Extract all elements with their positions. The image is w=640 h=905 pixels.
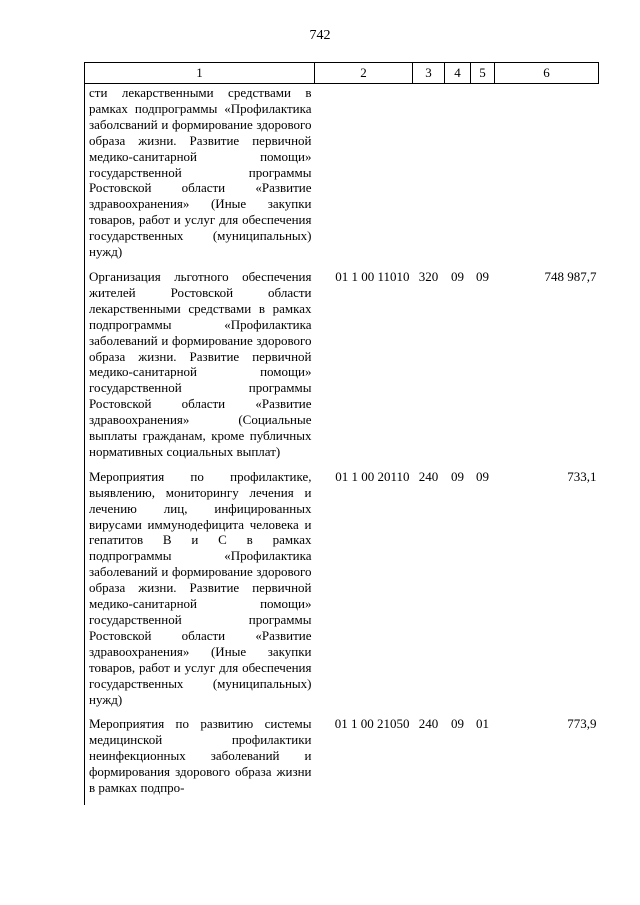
column-header-2: 2 [315,63,413,84]
table-header [85,63,599,84]
row-amount: 733,1 [567,468,597,484]
column-header-1: 1 [85,63,315,84]
row-col-4: 09 [451,468,464,484]
row-col-4: 09 [451,268,464,284]
row-col-5: 01 [476,716,489,732]
row-code: 01 1 00 11010 [335,268,410,284]
table-row [85,469,599,717]
row-description: Мероприятия по профилактике, выявлению, мониторингу лечения и лечению лиц, инфицированных вирусами иммунодефицита человека и гепатитов В и С в рамках подпрограммы «Профилактика заболеваний и формирование здорового образа жизни. Развитие первичной медико-санитарной помощи» государственной программы Ростовской области «Развитие здравоохранения» (Иные закупки товаров, работ и услуг для обеспечения государственных (муниципальных) нужд) [89,468,312,707]
row-col-3: 240 [418,716,439,732]
table-row [85,84,599,269]
column-header-4: 4 [445,63,471,84]
row-col-5: 09 [476,268,489,284]
budget-table [84,62,599,805]
column-header-6: 6 [495,63,599,84]
row-description: Организация льготного обеспечения жителей Ростовской области лекарственными средствами в рамках подпрограммы «Профилактика заболеваний и формирование здорового образа жизни. Развитие первичной медико-санитарной помощи» государственной программы Ростовской области «Развитие здравоохранения» (Социальные выплаты гражданам, кроме публичных нормативных социальных выплат) [89,268,312,459]
table-row [85,716,599,805]
row-code: 01 1 00 20110 [335,468,410,484]
row-col-4: 09 [451,716,464,732]
column-header-5: 5 [471,63,495,84]
column-header-3: 3 [413,63,445,84]
row-col-3: 320 [418,268,439,284]
row-col-5: 09 [476,468,489,484]
page-number: 742 [309,28,331,43]
row-code: 01 1 00 21050 [334,716,410,732]
table-row [85,269,599,469]
table-body [85,84,599,805]
row-amount: 773,9 [567,716,597,732]
row-description: сти лекарственными средствами в рамках подпрограммы «Профилактика заболсваний и формирование здорового образа жизни. Развитие первичной медико-санитарной помощи» государственной программы Ростовской области «Развитие здравоохранения» (Иные закупки товаров, работ и услуг для обеспечения государственных (муниципальных) нужд) [89,85,312,260]
row-col-3: 240 [418,468,439,484]
row-description: Мероприятия по развитию системы медицинской профилактики неинфекционных заболеваний и формирования здорового образа жизни в рамках подпро- [89,716,312,796]
row-amount: 748 987,7 [544,268,597,284]
